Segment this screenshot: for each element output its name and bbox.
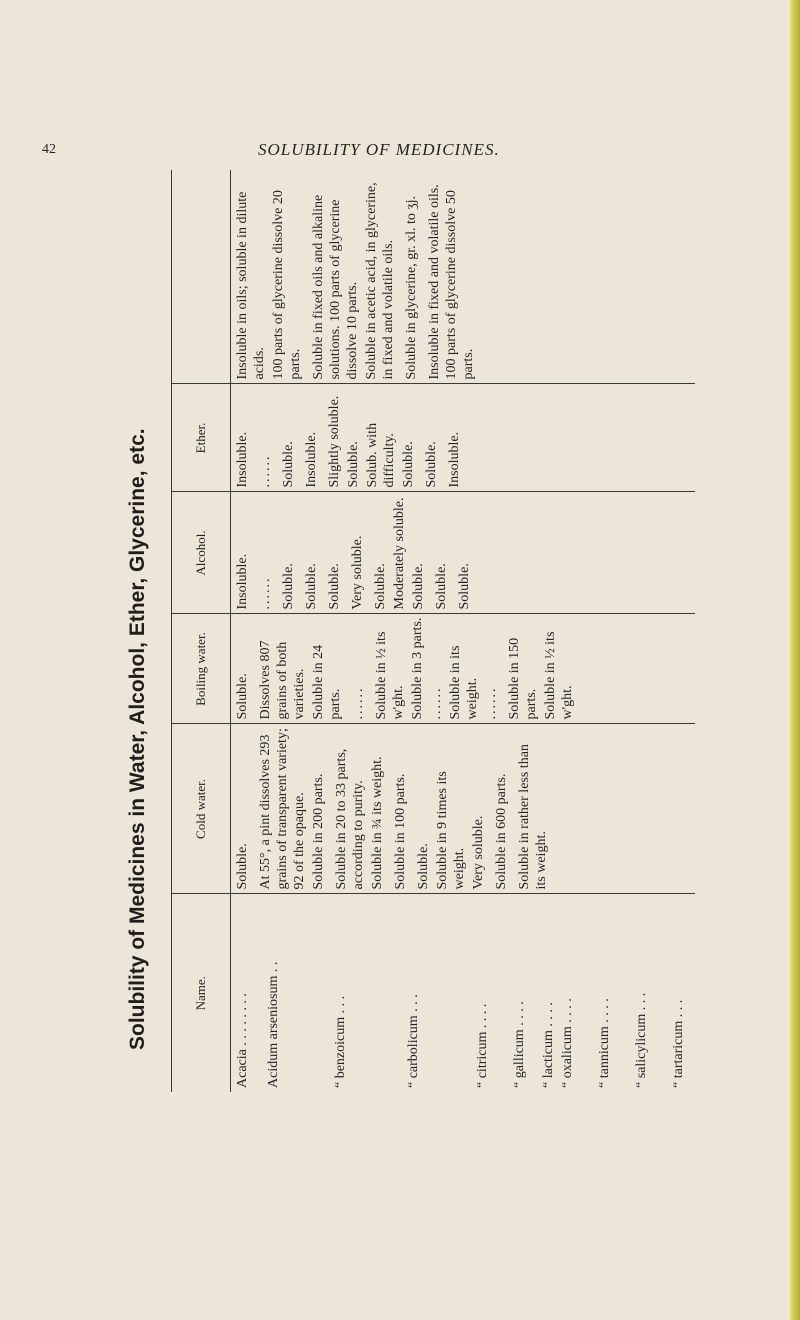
cold-water-entry: Soluble. — [235, 843, 250, 890]
alcohol-column — [231, 492, 696, 614]
alcohol-entry: Soluble. — [281, 563, 296, 610]
remarks-entry: Insoluble in oils; soluble in dilute acids. — [235, 191, 267, 380]
remarks-entry: Soluble in acetic acid, in glycerine, in fixed and volatile oils. — [364, 182, 396, 380]
header-boiling-water: Boiling water. — [172, 614, 231, 724]
alcohol-entry: Soluble. — [373, 563, 388, 610]
boiling-water-entry: Soluble in its weight. — [448, 645, 480, 720]
name-entry: “ lacticum . . . . — [541, 1002, 556, 1088]
ether-entry: Slightly soluble. — [327, 395, 342, 488]
boiling-water-entry: Soluble in 3 parts. — [410, 617, 425, 720]
alcohol-entry: ...... — [258, 576, 273, 610]
boiling-water-entry: Soluble. — [235, 673, 250, 720]
alcohol-entry: Soluble. — [327, 563, 342, 610]
name-entry: Acidum arseniosum . . — [266, 961, 281, 1088]
cold-water-entry: Very soluble. — [471, 815, 486, 890]
cold-water-entry: Soluble in 9 times its weight. — [435, 771, 467, 890]
cold-water-entry: Soluble in 100 parts. — [393, 773, 408, 890]
ether-entry: Solub. with difficulty. — [365, 422, 397, 488]
solubility-table — [171, 170, 695, 1092]
ether-entry: Soluble. — [281, 441, 296, 488]
alcohol-entry: Soluble. — [304, 563, 319, 610]
header-alcohol: Alcohol. — [172, 492, 231, 614]
page-number: 42 — [42, 142, 56, 157]
ether-entry: Soluble. — [401, 441, 416, 488]
header-cold-water: Cold water. — [172, 724, 231, 894]
boiling-water-column — [231, 614, 696, 724]
boiling-water-entry: Soluble in 150 parts. — [507, 637, 539, 720]
name-entry: “ oxalicum . . . . — [560, 998, 575, 1088]
ether-entry: ...... — [258, 454, 273, 488]
cold-water-entry: At 55°, a pint dissolves 293 grains of transparent variety; 92 of the opaque. — [258, 728, 307, 890]
cold-water-entry: Soluble in 600 parts. — [494, 773, 509, 890]
boiling-water-entry: ...... — [429, 686, 444, 720]
boiling-water-entry: ...... — [351, 686, 366, 720]
ether-entry: Soluble. — [424, 441, 439, 488]
solubility-table-rotated — [171, 170, 695, 1092]
alcohol-entry: Moderately soluble. — [392, 497, 407, 610]
alcohol-entry: Insoluble. — [235, 553, 250, 610]
cold-water-entry: Soluble in rather less than its weight. — [517, 744, 549, 890]
ether-entry: Insoluble. — [447, 431, 462, 488]
boiling-water-entry: ...... — [484, 686, 499, 720]
boiling-water-entry: Soluble in ½ its w'ght. — [543, 631, 575, 720]
name-entry: Acacia . . . . . . . . — [235, 993, 250, 1088]
cold-water-entry: Soluble in 20 to 33 parts, according to purity. — [334, 748, 366, 890]
boiling-water-entry: Dissolves 807 grains of both varieties. — [258, 640, 307, 720]
header-name: Name. — [172, 894, 231, 1092]
boiling-water-entry: Soluble in 24 parts. — [311, 644, 343, 720]
alcohol-entry: Very soluble. — [350, 535, 365, 610]
remarks-entry: Soluble in fixed oils and alkaline solutions. 100 parts of glycerine dissolve 10 parts. — [311, 194, 360, 380]
header-ether: Ether. — [172, 384, 231, 492]
side-title: Solubility of Medicines in Water, Alcohol, Ether, Glycerine, etc. — [126, 428, 149, 1050]
cold-water-entry: Soluble in 200 parts. — [311, 773, 326, 890]
cold-water-entry: Soluble. — [416, 843, 431, 890]
ether-entry: Soluble. — [346, 441, 361, 488]
boiling-water-entry: Soluble in ½ its w'ght. — [374, 631, 406, 720]
name-entry: “ tannicum . . . . — [597, 998, 612, 1088]
name-entry: “ salicylicum . . . — [634, 992, 649, 1088]
ether-entry: Insoluble. — [304, 431, 319, 488]
running-head: SOLUBILITY OF MEDICINES. — [258, 140, 500, 159]
name-entry: “ citricum . . . . — [475, 1003, 490, 1088]
remarks-entry: 100 parts of glycerine dissolve 20 parts. — [271, 190, 303, 380]
alcohol-entry: Soluble. — [434, 563, 449, 610]
ether-column — [231, 384, 696, 492]
table-body-row — [231, 170, 696, 1092]
ether-entry: Insoluble. — [235, 431, 250, 488]
alcohol-entry: Soluble. — [411, 563, 426, 610]
name-entry: “ carbolicum . . . — [406, 994, 421, 1088]
alcohol-entry: Soluble. — [457, 563, 472, 610]
name-column — [231, 894, 696, 1092]
header-remarks — [172, 170, 231, 384]
cold-water-column — [231, 724, 696, 894]
remarks-column — [231, 170, 696, 384]
name-entry: “ benzoicum . . . — [333, 995, 348, 1088]
remarks-entry: Soluble in glycerine, gr. xl. to ʒj. — [404, 195, 419, 380]
name-entry: “ tartaricum . . . — [671, 999, 686, 1088]
cold-water-entry: Soluble in ¾ its weight. — [370, 756, 385, 890]
remarks-entry: Insoluble in fixed and volatile oils. 100 parts of glycerine dissolve 50 parts. — [427, 184, 476, 380]
name-entry: “ gallicum . . . . — [512, 1001, 527, 1088]
page-edge — [790, 0, 800, 1320]
table-header-row — [172, 170, 231, 1092]
